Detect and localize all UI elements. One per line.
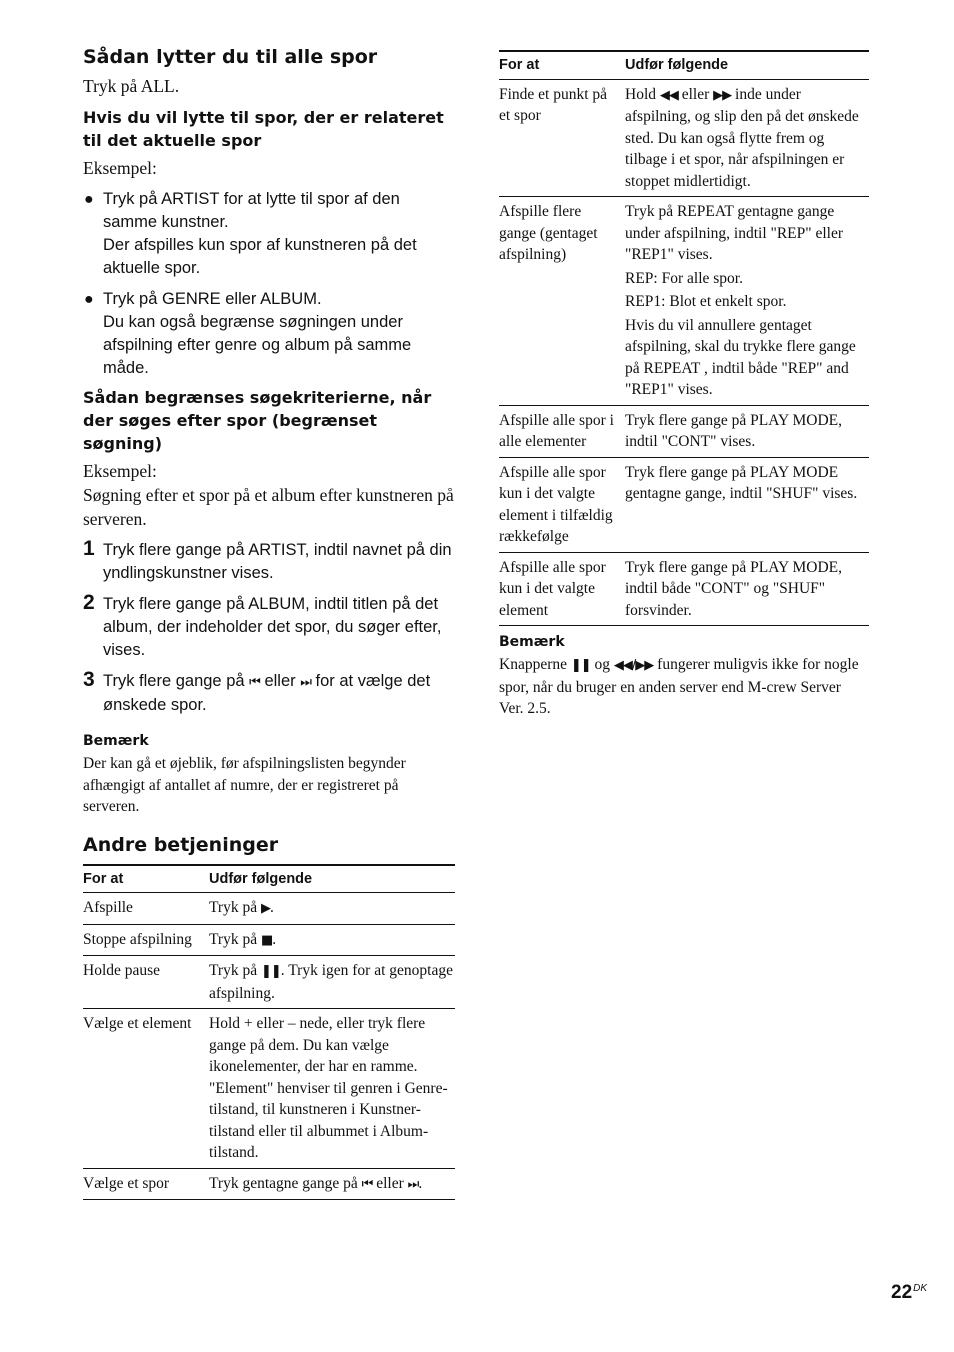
right-column bbox=[499, 50, 869, 720]
step-number: 2 bbox=[83, 591, 95, 614]
table-header bbox=[499, 51, 869, 79]
limit-heading: Sådan begrænses søgekriterierne, når der søges efter spor (begrænset søgning) bbox=[83, 388, 432, 453]
note-text: Der kan gå et øjeblik, før afspilningslisten begynder afhængigt af antallet af numre, der er registreret på serveren. bbox=[83, 755, 406, 815]
step-text: for at vælge det ønskede spor. bbox=[103, 672, 431, 714]
step-2 bbox=[83, 593, 455, 662]
listen-all-heading: Sådan lytter du til alle spor bbox=[83, 46, 378, 68]
pause-icon: ❚❚ bbox=[570, 658, 591, 673]
table-cell: Afspille flere gange (gentaget afspilning) bbox=[499, 197, 625, 406]
table-cell: Vælge et element bbox=[83, 1009, 209, 1169]
page-number: $22^{DK}$ bbox=[891, 1282, 928, 1303]
table-row bbox=[83, 924, 455, 956]
table-cell: Tryk gentagne gange på ⏮ eller ⏭. bbox=[209, 1168, 455, 1200]
column-header: For at bbox=[83, 865, 209, 893]
related-example: Eksempel: bbox=[83, 158, 157, 178]
table-cell: Afspille bbox=[83, 893, 209, 925]
listen-all-text: Tryk på ALL. bbox=[83, 76, 180, 96]
note-heading: Bemærk bbox=[83, 733, 149, 749]
next-track-icon: ⏭ bbox=[407, 1176, 419, 1192]
table-row bbox=[83, 956, 455, 1009]
bullet-text: Tryk på ARTIST for at lytte til spor af den samme kunstner. bbox=[103, 190, 400, 231]
other-ops-table bbox=[83, 864, 455, 1201]
table-cell: Tryk flere gange på PLAY MODE, indtil "CONT" vises. bbox=[625, 405, 869, 457]
pause-icon: ❚❚ bbox=[260, 964, 281, 979]
table-row bbox=[83, 893, 455, 925]
step-number: 1 bbox=[83, 537, 95, 560]
previous-track-icon: ⏮ bbox=[361, 1176, 373, 1192]
rewind-icon: ◀◀ bbox=[659, 87, 678, 103]
bullet-text: Der afspilles kun spor af kunstneren på det aktuelle spor. bbox=[103, 236, 417, 277]
column-header: For at bbox=[499, 51, 625, 79]
column-header: Udfør følgende bbox=[209, 865, 455, 893]
other-ops-heading: Andre betjeninger bbox=[83, 833, 279, 856]
table-cell: Afspille alle spor i alle elementer bbox=[499, 405, 625, 457]
step-1 bbox=[83, 539, 455, 585]
bullet-genre-album bbox=[83, 288, 455, 380]
step-text: Tryk flere gange på ARTIST, indtil navnet på din yndlingskunstner vises. bbox=[103, 541, 452, 582]
left-column bbox=[83, 40, 455, 1200]
table-cell: Tryk på ▶. bbox=[209, 893, 455, 925]
table-row bbox=[499, 197, 869, 406]
rewind-fast-forward-icon: ◀◀/▶▶ bbox=[613, 658, 654, 673]
table-cell: Vælge et spor bbox=[83, 1168, 209, 1200]
table-header bbox=[83, 865, 455, 893]
table-cell: Hold + eller – nede, eller tryk flere gange på dem. Du kan vælge ikonelementer, der har en ramme. "Element" henviser til genren i Genre-tilstand, til kunstneren i Kunstner-tilstand eller til albummet i Album-tilstand. bbox=[209, 1009, 455, 1169]
step-text: Tryk flere gange på bbox=[103, 672, 245, 690]
play-icon: ▶ bbox=[260, 901, 270, 916]
step-text: Tryk flere gange på ALBUM, indtil titlen på det album, der indeholder det spor, du søger efter, vises. bbox=[103, 595, 442, 659]
bullet-dot-icon: ● bbox=[84, 291, 94, 308]
bullet-text: Du kan også begrænse søgningen under afspilning efter genre og album på samme måde. bbox=[103, 313, 412, 377]
table-cell: Afspille alle spor kun i det valgte element i tilfældig rækkefølge bbox=[499, 457, 625, 552]
table-cell: Stoppe afspilning bbox=[83, 924, 209, 956]
table-cell: Finde et punkt på et spor bbox=[499, 79, 625, 197]
previous-track-icon: ⏮ bbox=[249, 675, 260, 690]
note-heading: Bemærk bbox=[499, 634, 565, 650]
table-row bbox=[83, 1009, 455, 1169]
table-cell: Holde pause bbox=[83, 956, 209, 1009]
step-number: 3 bbox=[83, 668, 95, 691]
table-row bbox=[499, 552, 869, 626]
note-text: Knapperne ❚❚ og ◀◀/▶▶ fungerer muligvis ikke for nogle spor, når du bruger en anden server end M-crew Server Ver. 2.5. bbox=[499, 656, 859, 717]
bullet-dot-icon: ● bbox=[84, 191, 94, 208]
limit-desc: Søgning efter et spor på et album efter kunstneren på serveren. bbox=[83, 485, 454, 529]
table-cell: Tryk på REPEAT gentagne gange under afspilning, indtil "REP" eller "REP1" vises. REP: For alle spor. REP1: Blot et enkelt spor. Hvis du vil annullere gentaget afspilning, skal du trykke flere gange på REPEAT , indtil både "REP" and "REP1" vises. bbox=[625, 197, 869, 406]
table-cell: Tryk flere gange på PLAY MODE gentagne gange, indtil "SHUF" vises. bbox=[625, 457, 869, 552]
page-suffix: DK bbox=[913, 1283, 928, 1294]
step-text: eller bbox=[264, 672, 296, 690]
next-track-icon: ⏭ bbox=[300, 675, 311, 690]
bullet-text: Tryk på GENRE eller ALBUM. bbox=[103, 290, 322, 308]
table-cell: Tryk på ❚❚. Tryk igen for at genoptage afspilning. bbox=[209, 956, 455, 1009]
fast-forward-icon: ▶▶ bbox=[713, 87, 732, 103]
table-row bbox=[499, 79, 869, 197]
table-cell: Afspille alle spor kun i det valgte element bbox=[499, 552, 625, 626]
bullet-artist bbox=[83, 188, 455, 280]
table-cell: Tryk flere gange på PLAY MODE, indtil både "CONT" og "SHUF" forsvinder. bbox=[625, 552, 869, 626]
related-heading: Hvis du vil lytte til spor, der er relateret til det aktuelle spor bbox=[83, 108, 444, 150]
stop-icon: ■ bbox=[260, 932, 273, 948]
playback-ops-table bbox=[499, 50, 869, 626]
table-cell: Hold ◀◀ eller ▶▶ inde under afspilning, og slip den på det ønskede sted. Du kan også flytte frem og tilbage i et spor, når afspilningen er stoppet midlertidigt. bbox=[625, 79, 869, 197]
table-row bbox=[83, 1168, 455, 1200]
table-row bbox=[499, 405, 869, 457]
table-row bbox=[499, 457, 869, 552]
table-cell: Tryk på ■. bbox=[209, 924, 455, 956]
step-3 bbox=[83, 670, 455, 717]
column-header: Udfør følgende bbox=[625, 51, 869, 79]
limit-example: Eksempel: bbox=[83, 461, 157, 481]
